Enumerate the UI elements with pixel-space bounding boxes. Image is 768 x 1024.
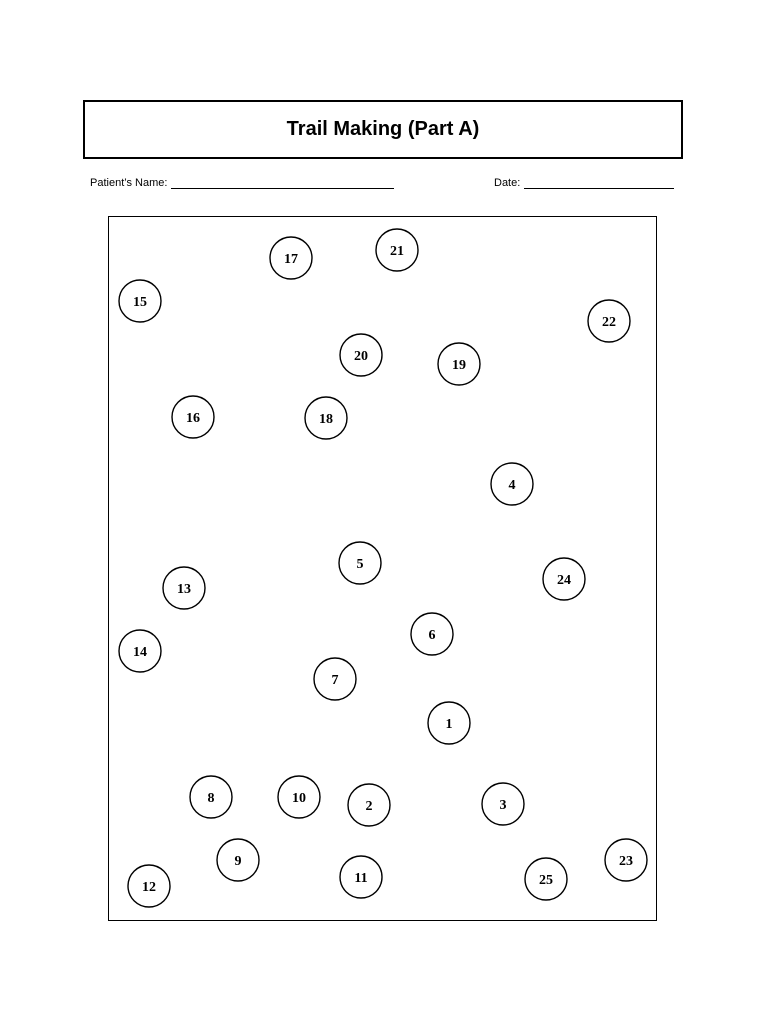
target-number: 12 (142, 880, 156, 895)
target-number: 4 (508, 478, 516, 493)
trail-target-20[interactable] (340, 334, 382, 376)
trail-target-2[interactable] (348, 784, 390, 826)
target-number: 8 (207, 791, 215, 806)
trail-target-10[interactable] (278, 776, 320, 818)
target-number: 20 (354, 349, 368, 364)
trail-target-18[interactable] (305, 397, 347, 439)
trail-target-14[interactable] (119, 630, 161, 672)
patient-name-line[interactable] (171, 176, 394, 189)
trail-target-6[interactable] (411, 613, 453, 655)
target-number: 15 (133, 295, 147, 310)
date-label: Date: (494, 177, 521, 189)
trail-target-15[interactable] (119, 280, 161, 322)
target-number: 13 (177, 582, 191, 597)
target-number: 22 (602, 315, 616, 330)
target-number: 10 (292, 791, 306, 806)
trail-target-19[interactable] (438, 343, 480, 385)
trail-targets-canvas (109, 217, 658, 922)
target-number: 9 (234, 854, 242, 869)
trail-target-4[interactable] (491, 463, 533, 505)
date-line[interactable] (524, 176, 674, 189)
target-number: 24 (557, 573, 571, 588)
target-number: 7 (331, 673, 339, 688)
trail-target-7[interactable] (314, 658, 356, 700)
target-number: 6 (428, 628, 436, 643)
trail-target-23[interactable] (605, 839, 647, 881)
trail-target-24[interactable] (543, 558, 585, 600)
trail-target-25[interactable] (525, 858, 567, 900)
trail-test-area[interactable] (108, 216, 657, 921)
page-title: Trail Making (Part A) (286, 118, 480, 140)
trail-target-22[interactable] (588, 300, 630, 342)
target-number: 17 (284, 252, 298, 267)
target-number: 19 (452, 358, 466, 373)
trail-target-21[interactable] (376, 229, 418, 271)
target-number: 1 (445, 717, 453, 732)
title-box (83, 100, 683, 159)
target-number: 16 (186, 411, 200, 426)
target-number: 5 (356, 557, 364, 572)
target-number: 3 (499, 798, 507, 813)
target-number: 2 (365, 799, 373, 814)
trail-target-8[interactable] (190, 776, 232, 818)
target-number: 23 (619, 854, 633, 869)
trail-target-12[interactable] (128, 865, 170, 907)
trail-target-1[interactable] (428, 702, 470, 744)
patient-name-field (90, 176, 394, 189)
trail-target-9[interactable] (217, 839, 259, 881)
target-number: 21 (390, 244, 404, 259)
trail-target-13[interactable] (163, 567, 205, 609)
target-number: 14 (133, 645, 147, 660)
target-number: 11 (354, 871, 368, 886)
trail-target-5[interactable] (339, 542, 381, 584)
trail-target-16[interactable] (172, 396, 214, 438)
date-field (494, 176, 674, 189)
patient-name-label: Patient’s Name: (90, 177, 168, 189)
target-number: 18 (319, 412, 333, 427)
trail-target-17[interactable] (270, 237, 312, 279)
trail-target-11[interactable] (340, 856, 382, 898)
target-number: 25 (539, 873, 553, 888)
trail-target-3[interactable] (482, 783, 524, 825)
